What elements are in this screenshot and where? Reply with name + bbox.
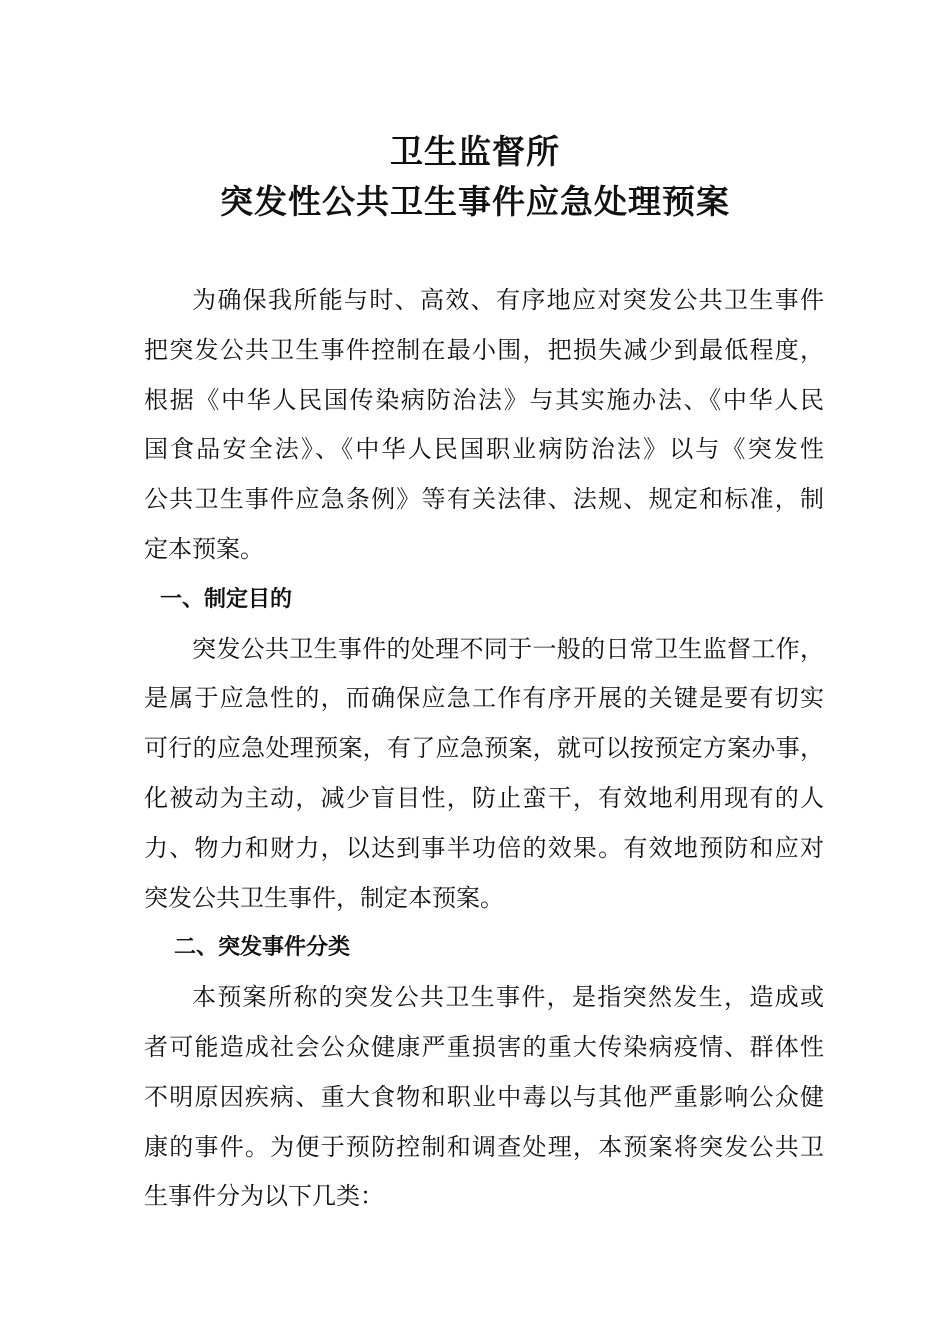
section-2-line-3: 不明原因疾病、重大食物和职业中毒以与其他严重影响公众健 [144, 1082, 824, 1111]
section-2-line-5: 生事件分为以下几类： [144, 1182, 384, 1211]
intro-line-6: 定本预案。 [144, 534, 264, 563]
section-1-line-6: 突发公共卫生事件，制定本预案。 [144, 883, 504, 912]
document-title-line-1: 卫生监督所 [390, 132, 560, 171]
section-1-line-5: 力、物力和财力，以达到事半功倍的效果。有效地预防和应对 [144, 833, 824, 862]
document-body [144, 276, 824, 1222]
section-1-heading: 一、制定目的 [160, 586, 293, 612]
section-1-line-3: 可行的应急处理预案，有了应急预案，就可以按预定方案办事， [144, 734, 824, 763]
intro-line-4: 国食品安全法》、《中华人民国职业病防治法》以与《突发性 [144, 435, 824, 464]
intro-line-2: 把突发公共卫生事件控制在最小围，把损失减少到最低程度， [144, 335, 824, 364]
section-2-paragraph [144, 973, 824, 1222]
section-2-line-4: 康的事件。为便于预防控制和调查处理，本预案将突发公共卫 [144, 1132, 824, 1161]
section-1-paragraph [144, 625, 824, 924]
section-1-line-2: 是属于应急性的，而确保应急工作有序开展的关键是要有切实 [144, 684, 824, 713]
intro-line-5: 公共卫生事件应急条例》等有关法律、法规、规定和标准，制 [144, 485, 824, 514]
intro-paragraph [144, 276, 824, 575]
document-title-line-2: 突发性公共卫生事件应急处理预案 [220, 182, 730, 221]
section-2-line-2: 者可能造成社会公众健康严重损害的重大传染病疫情、群体性 [144, 1032, 824, 1061]
section-1-line-4: 化被动为主动，减少盲目性，防止蛮干，有效地利用现有的人 [144, 783, 824, 812]
section-1-line-1: 突发公共卫生事件的处理不同于一般的日常卫生监督工作， [192, 634, 824, 663]
section-2-line-1: 本预案所称的突发公共卫生事件，是指突然发生，造成或 [192, 983, 824, 1012]
intro-line-3: 根据《中华人民国传染病防治法》与其实施办法、《中华人民 [144, 385, 824, 414]
section-2-heading: 二、突发事件分类 [174, 935, 351, 961]
intro-line-1: 为确保我所能与时、高效、有序地应对突发公共卫生事件 [192, 286, 824, 314]
